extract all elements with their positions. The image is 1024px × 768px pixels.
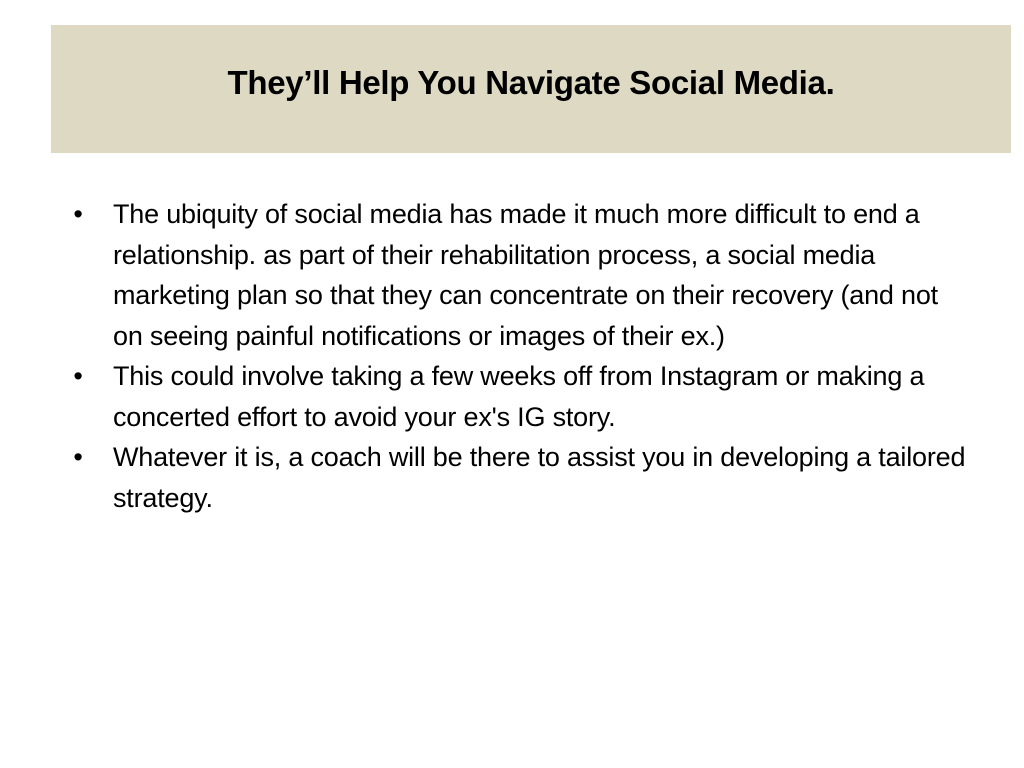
bullet-list xyxy=(68,194,968,518)
bullet-dot: • xyxy=(73,442,83,472)
bullet-dot: • xyxy=(73,199,83,229)
bullet-dot: • xyxy=(73,361,83,391)
bullet-item xyxy=(68,194,968,356)
slide-title: They’ll Help You Navigate Social Media. xyxy=(227,64,835,101)
bullet-text: This could involve taking a few weeks off from Instagram or making a concerted effort to avoid your ex's IG story. xyxy=(113,361,925,432)
bullet-item xyxy=(68,356,968,437)
bullet-item xyxy=(68,437,968,518)
bullet-text: Whatever it is, a coach will be there to assist you in developing a tailored strategy. xyxy=(113,442,966,513)
title-band xyxy=(51,25,1011,153)
bullet-text: The ubiquity of social media has made it much more difficult to end a relationship. as part of their rehabilitation process, a social media marketing plan so that they can concentrate on their recovery (and not on seeing painful notifications or images of their ex.) xyxy=(113,199,938,351)
